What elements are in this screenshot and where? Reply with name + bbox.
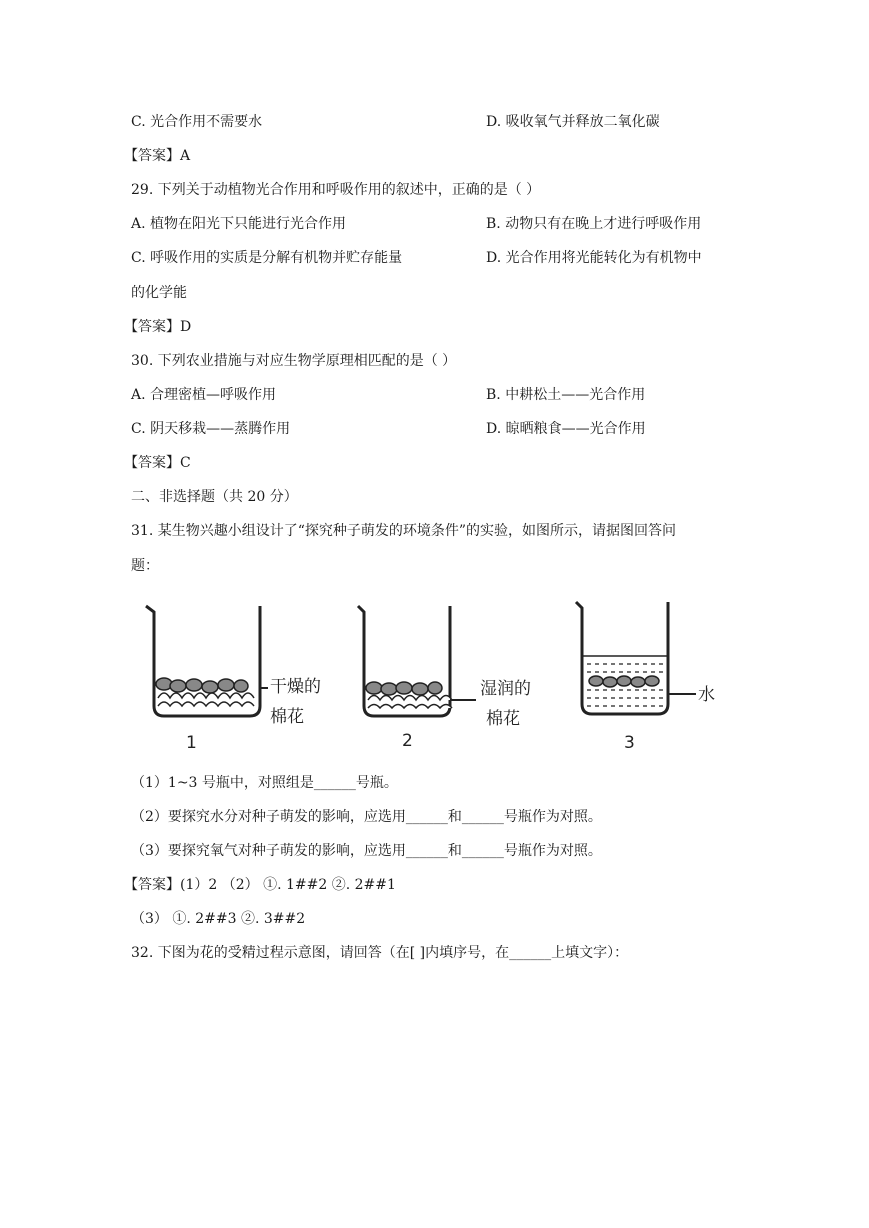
seed-germination-figure <box>140 598 730 758</box>
q29-option-a: A. 植物在阳光下只能进行光合作用 <box>131 216 347 232</box>
beaker-2-label-line2: 棉花 <box>486 709 520 729</box>
q30-answer: 【答案】C <box>124 455 191 471</box>
q32-stem: 32. 下图为花的受精过程示意图，请回答（在[ ]内填序号，在______上填文字）： <box>131 945 629 961</box>
q31-sub3: （3）要探究氧气对种子萌发的影响，应选用______和______号瓶作为对照。 <box>131 843 602 859</box>
section-title: 二、非选择题（共 20 分） <box>131 489 298 505</box>
q30-stem: 30. 下列农业措施与对应生物学原理相匹配的是（ ） <box>131 353 457 369</box>
dry-cotton <box>158 693 254 706</box>
dry-cotton-seeds <box>156 678 248 693</box>
q30-option-a: A. 合理密植—呼吸作用 <box>131 387 277 403</box>
wet-cotton-seeds <box>366 682 442 695</box>
beaker-3-number: 3 <box>624 733 635 753</box>
beaker-2-number: 2 <box>402 731 413 751</box>
q29-option-d: D. 光合作用将光能转化为有机物中 <box>486 250 702 266</box>
q28-option-c: C. 光合作用不需要水 <box>131 114 263 130</box>
beaker-1-number: 1 <box>186 733 197 753</box>
q31-stem-line1: 31. 某生物兴趣小组设计了“探究种子萌发的环境条件”的实验，如图所示，请据图回答问 <box>131 523 677 539</box>
q31-answer-line1: 【答案】(1）2 （2） ①. 1##2 ②. 2##1 <box>124 877 396 893</box>
q31-stem-line2: 题： <box>131 558 159 574</box>
beaker-1-label-line2: 棉花 <box>270 707 304 727</box>
q29-option-d-continued: 的化学能 <box>131 285 187 301</box>
q30-option-c: C. 阴天移栽——蒸腾作用 <box>131 421 291 437</box>
q31-sub1: （1）1~3 号瓶中，对照组是______号瓶。 <box>131 775 398 791</box>
beaker-2 <box>358 606 531 751</box>
q31-sub2: （2）要探究水分对种子萌发的影响，应选用______和______号瓶作为对照。 <box>131 809 602 825</box>
q29-option-b: B. 动物只有在晚上才进行呼吸作用 <box>486 216 702 232</box>
wet-cotton <box>368 696 452 709</box>
q30-option-d: D. 晾晒粮食——光合作用 <box>486 421 646 437</box>
beaker-1-label-line1: 干燥的 <box>270 677 321 697</box>
q28-answer: 【答案】A <box>124 148 191 164</box>
q28-option-d: D. 吸收氧气并释放二氧化碳 <box>486 114 660 130</box>
beaker-3-label: 水 <box>698 685 715 705</box>
q29-answer: 【答案】D <box>124 319 192 335</box>
beaker-3 <box>576 602 715 753</box>
submerged-seeds <box>589 676 659 687</box>
beaker-1 <box>146 606 321 753</box>
q30-option-b: B. 中耕松土——光合作用 <box>486 387 646 403</box>
beaker-2-label-line1: 湿润的 <box>480 679 531 699</box>
q29-option-c: C. 呼吸作用的实质是分解有机物并贮存能量 <box>131 250 403 266</box>
q31-answer-line2: （3） ①. 2##3 ②. 3##2 <box>131 911 306 927</box>
q29-stem: 29. 下列关于动植物光合作用和呼吸作用的叙述中，正确的是（ ） <box>131 182 541 198</box>
